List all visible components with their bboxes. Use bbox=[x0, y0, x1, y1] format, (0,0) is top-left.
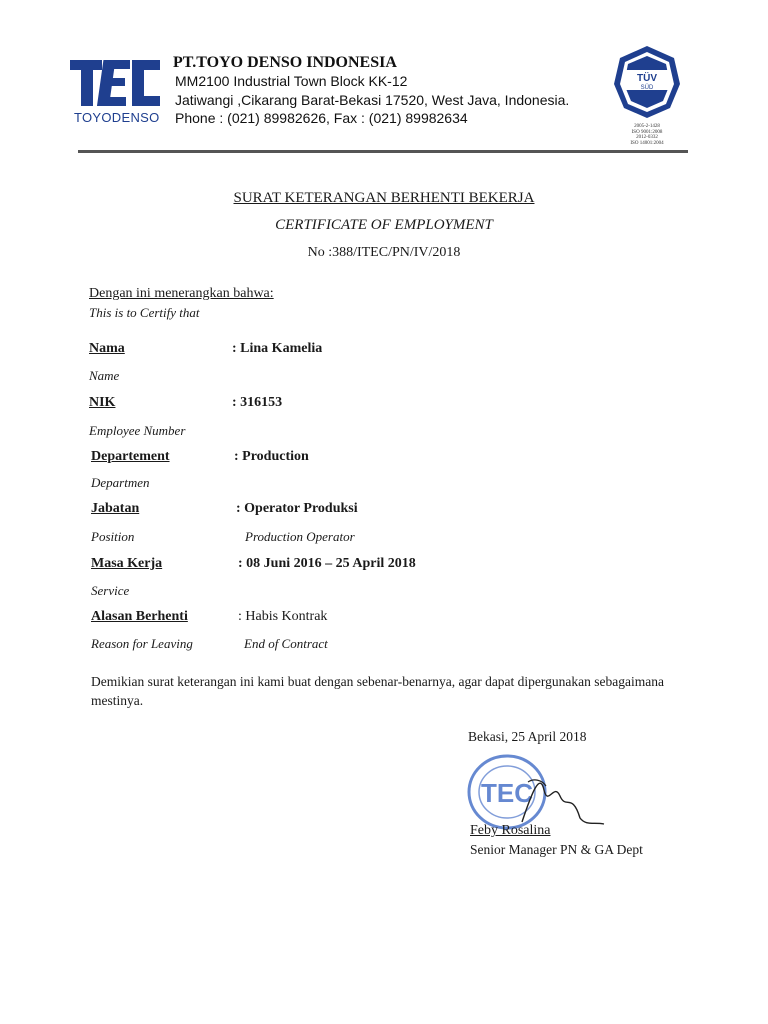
company-stamp-and-signature bbox=[462, 752, 617, 832]
signer-name: Feby Rosalina bbox=[470, 823, 551, 838]
svg-text:SÜD: SÜD bbox=[640, 85, 654, 91]
address-line-1: MM2100 Industrial Town Block KK-12 bbox=[175, 73, 408, 89]
certification-codes bbox=[612, 124, 682, 146]
closing-statement: Demikian surat keterangan ini kami buat dengan sebenar-benarnya, agar dapat dipergunakan sebagaimana mestinya. bbox=[91, 674, 664, 708]
phone-line: Phone : (021) 89982626, Fax : (021) 89982634 bbox=[175, 110, 468, 126]
company-logo bbox=[70, 56, 162, 108]
field-value-nik: : 316153 bbox=[232, 395, 283, 410]
field-value-name: : Lina Kamelia bbox=[232, 341, 323, 356]
field-label-department-english: Departmen bbox=[91, 475, 150, 490]
cert-line: ISO 14001:2004 bbox=[630, 140, 664, 146]
svg-text:TÜV: TÜV bbox=[637, 73, 657, 84]
stamp-logo-text: TEC bbox=[481, 778, 533, 808]
tuv-certification-badge bbox=[612, 44, 682, 120]
field-label-name-english: Name bbox=[89, 368, 120, 383]
field-label-reason-english: Reason for Leaving bbox=[91, 636, 193, 651]
field-label-nik: NIK bbox=[89, 395, 116, 410]
document-number: No :388/ITEC/PN/IV/2018 bbox=[307, 245, 461, 260]
field-label-position-english: Position bbox=[91, 529, 135, 544]
cert-line: ISO 9001:2008 bbox=[631, 129, 663, 135]
document-title: SURAT KETERANGAN BERHENTI BEKERJA bbox=[233, 190, 535, 206]
document-title-english: CERTIFICATE OF EMPLOYMENT bbox=[275, 217, 493, 233]
company-name: PT.TOYO DENSO INDONESIA bbox=[173, 54, 397, 71]
signer-title: Senior Manager PN & GA Dept bbox=[470, 842, 643, 857]
field-value-reason-english: End of Contract bbox=[244, 636, 328, 651]
field-value-department: : Production bbox=[234, 449, 309, 464]
field-value-position: : Operator Produksi bbox=[236, 501, 358, 516]
cert-line: 2012-0332 bbox=[636, 135, 658, 140]
field-label-reason: Alasan Berhenti bbox=[91, 609, 188, 624]
field-label-department: Departement bbox=[91, 449, 170, 464]
place-and-date: Bekasi, 25 April 2018 bbox=[468, 729, 587, 744]
cert-line: 2005-2-1428 bbox=[634, 124, 660, 129]
field-value-service: : 08 Juni 2016 – 25 April 2018 bbox=[238, 556, 416, 571]
field-label-service-english: Service bbox=[91, 583, 130, 598]
field-value-position-english: Production Operator bbox=[245, 529, 355, 544]
field-value-reason: : Habis Kontrak bbox=[238, 609, 328, 624]
field-label-position: Jabatan bbox=[91, 501, 140, 516]
letterhead-divider bbox=[78, 150, 688, 153]
address-line-2: Jatiwangi ,Cikarang Barat-Bekasi 17520, West Java, Indonesia. bbox=[175, 92, 570, 108]
field-label-service: Masa Kerja bbox=[91, 556, 163, 571]
field-label-nik-english: Employee Number bbox=[89, 423, 186, 438]
logo-subtitle: TOYODENSO bbox=[74, 110, 160, 125]
intro-text: Dengan ini menerangkan bahwa: bbox=[89, 286, 274, 301]
field-label-name: Nama bbox=[89, 341, 125, 356]
intro-text-english: This is to Certify that bbox=[89, 305, 200, 320]
